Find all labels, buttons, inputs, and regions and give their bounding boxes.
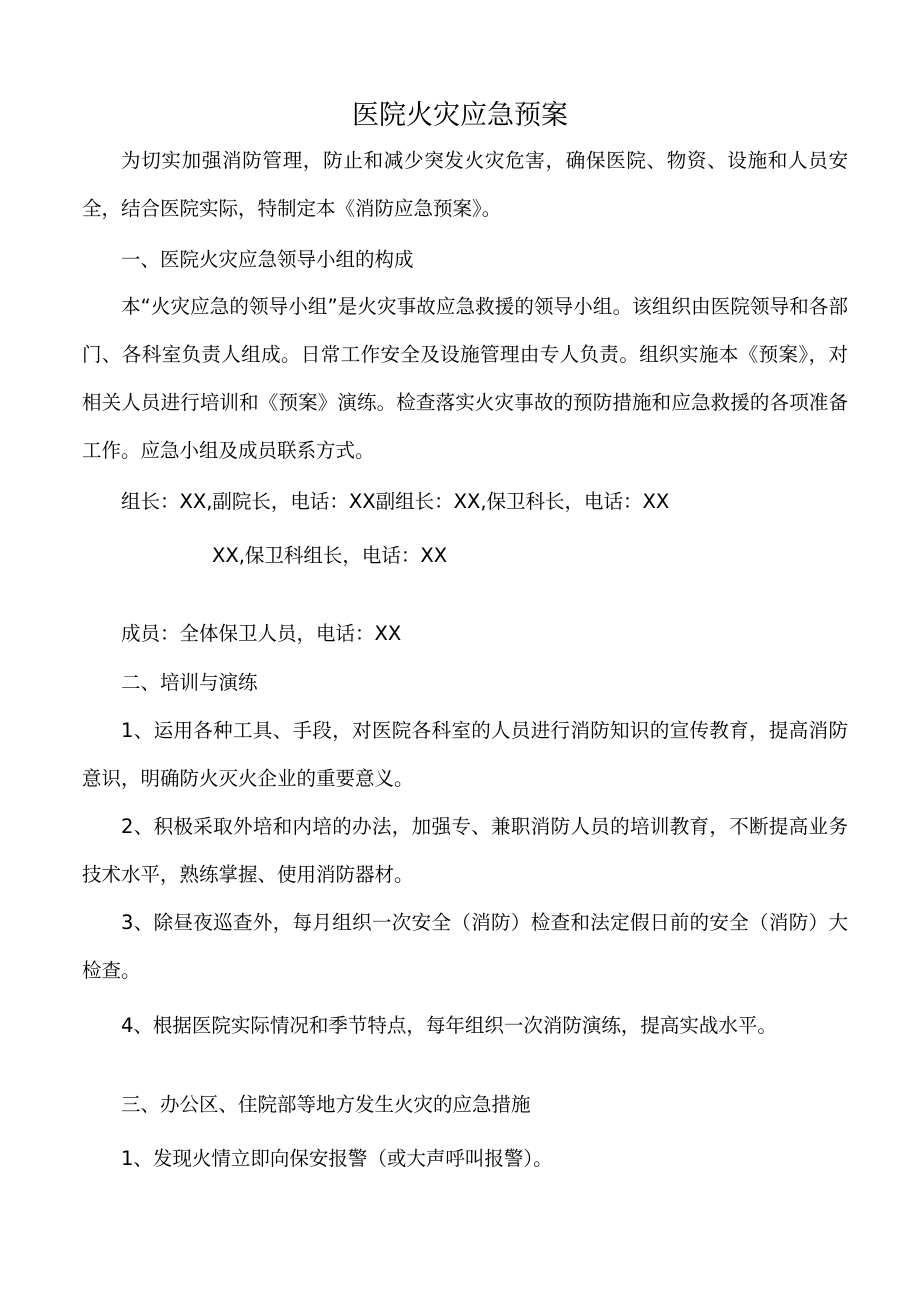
section1-body: 本“火灾应急的领导小组”是火灾事故应急救援的领导小组。该组织由医院领导和各部门、各科室负责人组成。日常工作安全及设施管理由专人负责。组织实施本《预案》，对相关人员进行培训和《预案》演练。检查落实火灾事故的预防措施和应急救援的各项准备工作。应急小组及成员联系方式。	[82, 295, 848, 462]
section3-heading: 三、办公区、住院部等地方发生火灾的应急措施	[121, 1093, 531, 1116]
intro-paragraph: 为切实加强消防管理，防止和减少突发火灾危害，确保医院、物资、设施和人员安全，结合医院实际，特制定本《消防应急预案》。	[82, 149, 848, 220]
contact-line-section-chief: XX,保卫科组长，电话：XX	[212, 544, 448, 567]
section2-item-1: 1、运用各种工具、手段，对医院各科室的人员进行消防知识的宣传教育，提高消防意识，明确防火灭火企业的重要意义。	[82, 719, 848, 790]
section1-heading: 一、医院火灾应急领导小组的构成	[121, 248, 414, 271]
section2-item-2: 2、积极采取外培和内培的办法，加强专、兼职消防人员的培训教育，不断提高业务技术水平，熟练掌握、使用消防器材。	[82, 815, 848, 886]
members-line: 成员：全体保卫人员，电话：XX	[121, 622, 402, 645]
section2-item-4: 4、根据医院实际情况和季节特点，每年组织一次消防演练，提高实战水平。	[121, 1014, 777, 1037]
section2-item-3: 3、除昼夜巡查外，每月组织一次安全（消防）检查和法定假日前的安全（消防）大检查。	[82, 911, 848, 982]
section2-heading: 二、培训与演练	[121, 671, 258, 694]
section3-item-1: 1、发现火情立即向保安报警（或大声呼叫报警）。	[121, 1147, 553, 1170]
contact-line-leaders: 组长：XX,副院长，电话：XX副组长：XX,保卫科长，电话：XX	[121, 490, 670, 513]
document-title: 医院火灾应急预案	[352, 100, 568, 132]
